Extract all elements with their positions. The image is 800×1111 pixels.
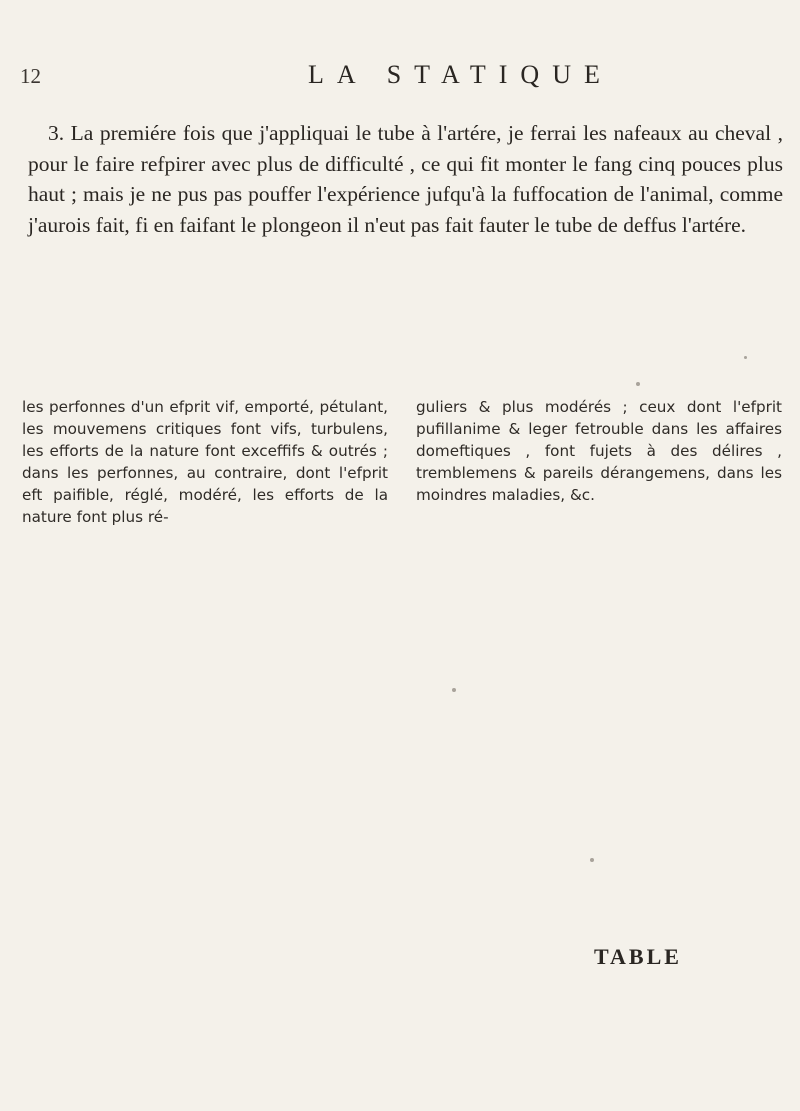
paper-speck — [452, 688, 456, 692]
main-paragraph: 3. La premiére fois que j'appliquai le tube à l'artére, je ferrai les nafeaux au cheval , pour le faire refpirer avec plus de difficulté , ce qui fit monter le fang cinq pouces plus haut ; mais je ne pus pas pouffer l'expérience jufqu'à la fuffocation de l'animal, comme j'aurois fait, fi en faifant le plongeon il n'eut pas fait fauter le tube de deffus l'artére. — [28, 121, 783, 237]
running-title: LA STATIQUE — [308, 60, 613, 89]
catchword: TABLE — [594, 944, 682, 969]
paper-speck — [590, 858, 594, 862]
page-number: 12 — [20, 64, 41, 88]
paper-speck — [744, 356, 747, 359]
paper-speck — [636, 382, 640, 386]
footnote-left-column: les perfonnes d'un efprit vif, emporté, pétulant, les mouvemens critiques font vifs, turbulens, les efforts de la nature font exceffifs & outrés ; dans les perfonnes, au contraire, dont l'efprit eft paifible, réglé, modéré, les efforts de la nature font plus ré- — [22, 398, 388, 526]
footnote-right-column: guliers & plus modérés ; ceux dont l'efprit pufillanime & leger fetrouble dans les affaires domeftiques , font fujets à des délires , tremblemens & pareils dérangemens, dans les moindres maladies, &c. — [416, 398, 782, 504]
footnote-block — [22, 396, 782, 528]
